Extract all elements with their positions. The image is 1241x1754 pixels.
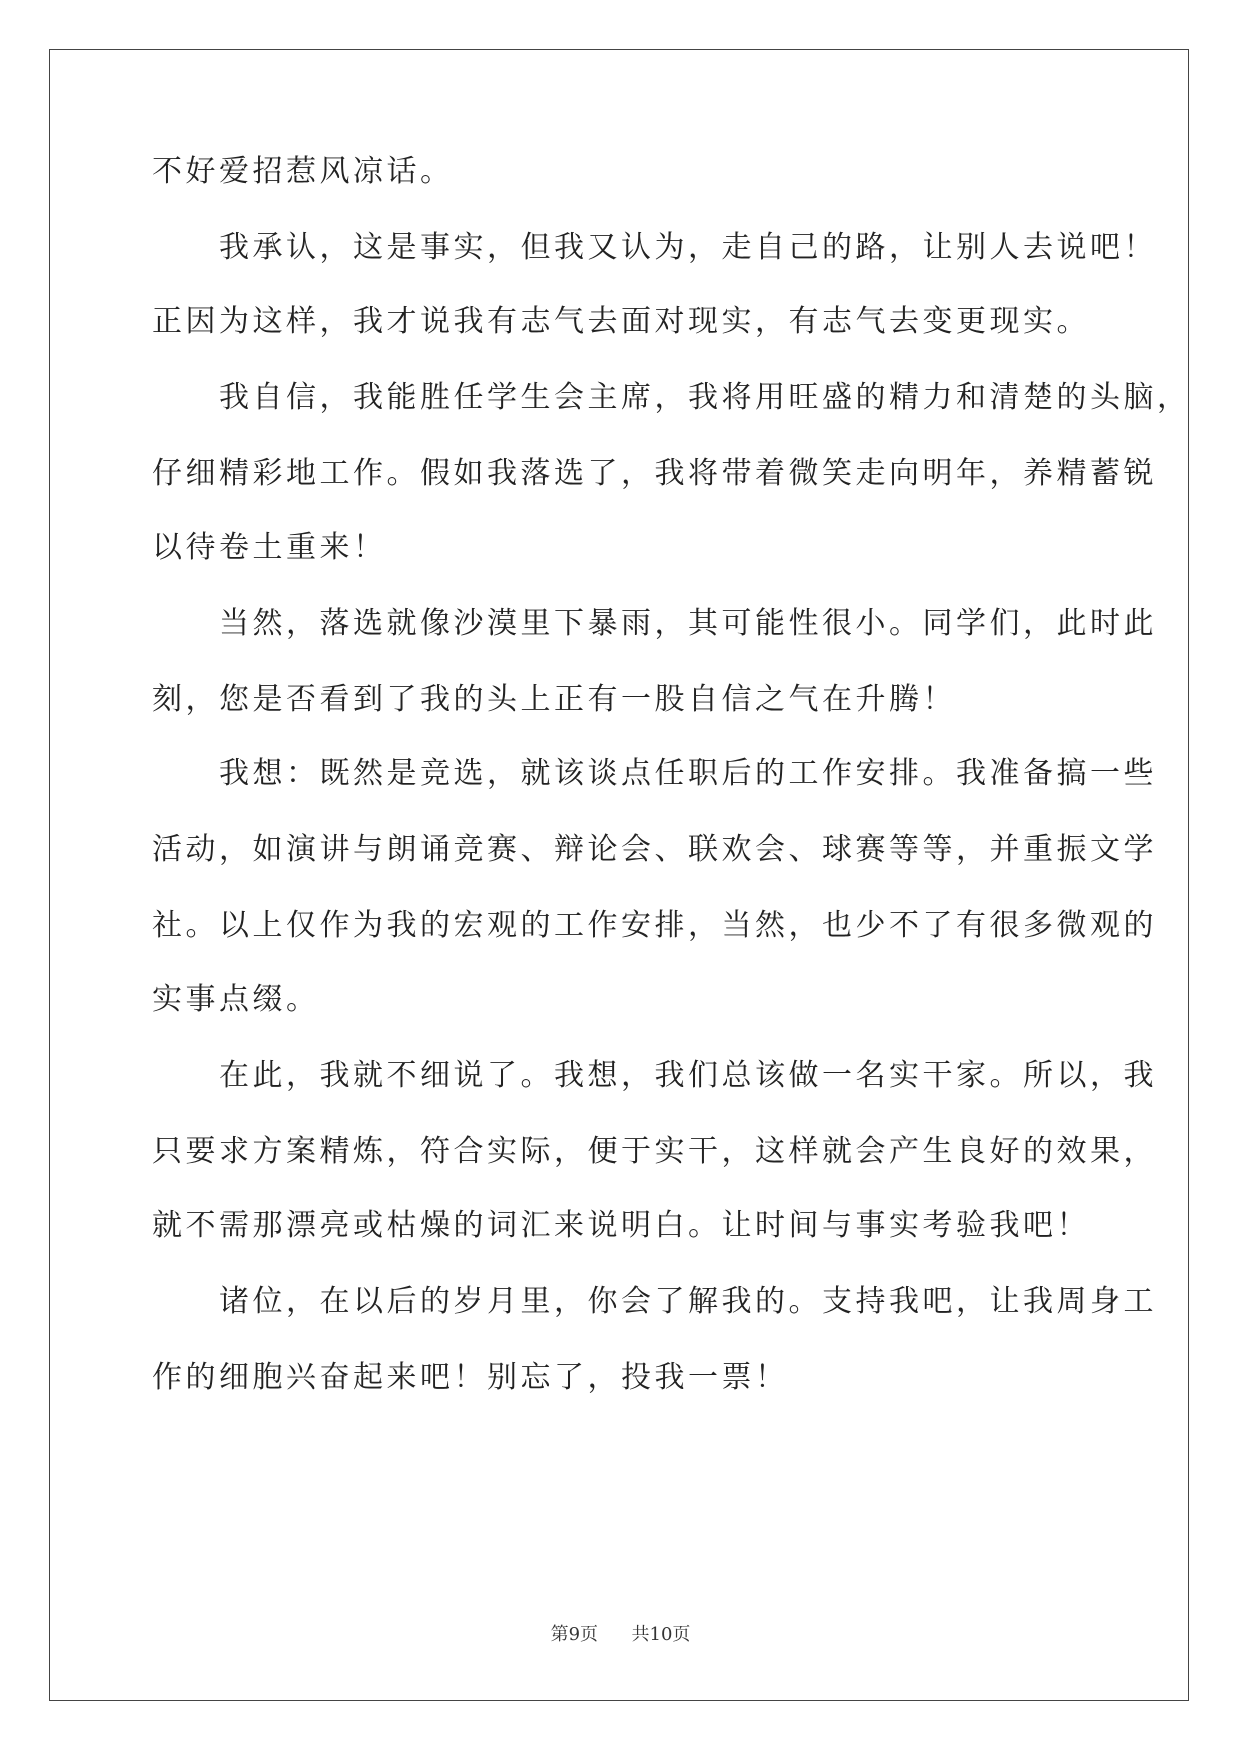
body-text-line: 当然，落选就像沙漠里下暴雨，其可能性很小。同学们，此时此	[152, 606, 1157, 641]
page-number: 第9页	[550, 1624, 599, 1645]
body-text-line: 我想：既然是竞选，就该谈点任职后的工作安排。我准备搞一些	[152, 756, 1157, 791]
body-text-line: 社。以上仅作为我的宏观的工作安排，当然，也少不了有很多微观的	[152, 908, 1157, 943]
body-text-line: 我自信，我能胜任学生会主席，我将用旺盛的精力和清楚的头脑，	[152, 380, 1191, 415]
body-text-line: 活动，如演讲与朗诵竞赛、辩论会、联欢会、球赛等等，并重振文学	[152, 832, 1157, 867]
body-text-line: 诸位，在以后的岁月里，你会了解我的。支持我吧，让我周身工	[152, 1284, 1157, 1319]
body-text-line: 仔细精彩地工作。假如我落选了，我将带着微笑走向明年，养精蓄锐	[152, 456, 1157, 491]
page-frame	[49, 49, 1189, 1701]
page-total: 共10页	[631, 1624, 691, 1645]
body-text-line: 以待卷土重来！	[152, 530, 387, 565]
body-text-line: 就不需那漂亮或枯燥的词汇来说明白。让时间与事实考验我吧！	[152, 1208, 1090, 1243]
body-text-line: 不好爱招惹风凉话。	[152, 154, 454, 189]
page-footer	[0, 1623, 1241, 1647]
body-text-line: 只要求方案精炼，符合实际，便于实干，这样就会产生良好的效果，	[152, 1134, 1157, 1169]
body-text-line: 作的细胞兴奋起来吧！别忘了，投我一票！	[152, 1360, 789, 1395]
body-text-line: 实事点缀。	[152, 982, 320, 1017]
body-text-line: 刻，您是否看到了我的头上正有一股自信之气在升腾！	[152, 682, 956, 717]
body-text-line: 正因为这样，我才说我有志气去面对现实，有志气去变更现实。	[152, 304, 1090, 339]
body-text-line: 在此，我就不细说了。我想，我们总该做一名实干家。所以，我	[152, 1058, 1157, 1093]
body-text-line: 我承认，这是事实，但我又认为，走自己的路，让别人去说吧！	[152, 230, 1157, 265]
